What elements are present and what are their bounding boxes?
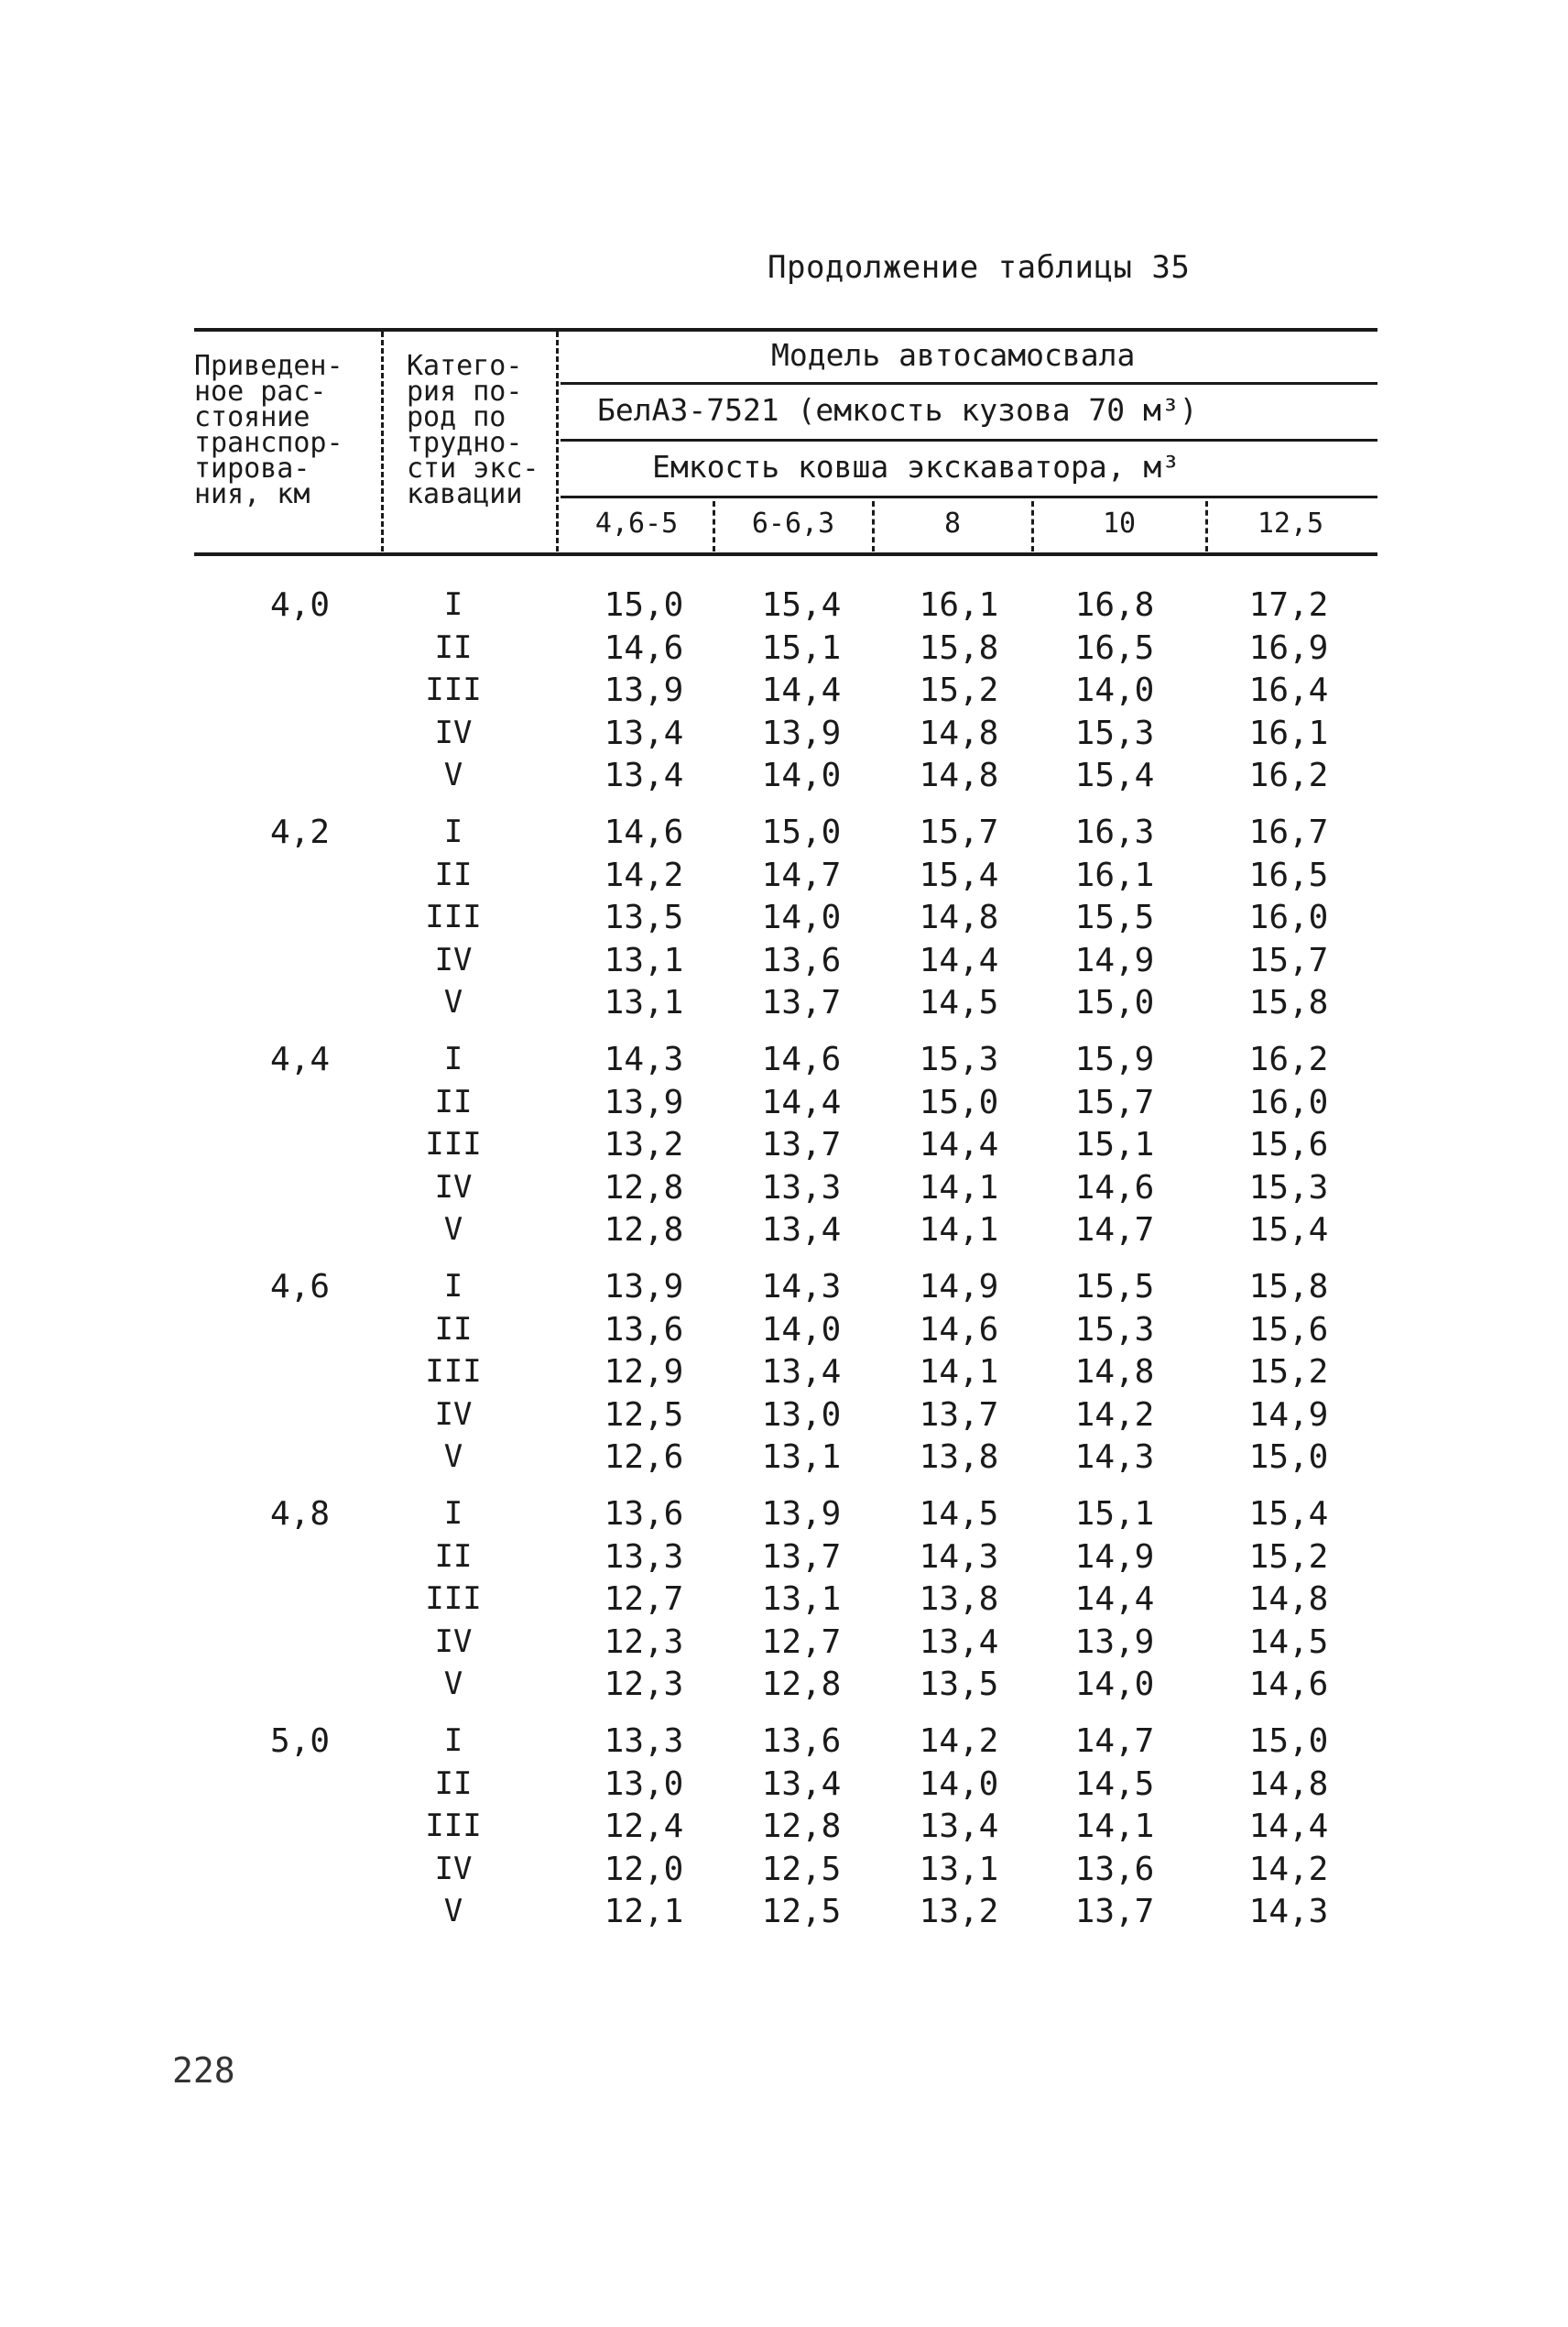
- bucket-divider-2: [872, 501, 875, 552]
- value-cell: 14,3: [761, 1268, 842, 1306]
- header-category-line: Катего-: [407, 350, 523, 382]
- value-cell: 14,8: [1248, 1580, 1329, 1618]
- table-row: [0, 1438, 1568, 1480]
- value-cell: 14,8: [919, 714, 999, 752]
- value-cell: 14,9: [1248, 1395, 1329, 1434]
- table-row: [0, 629, 1568, 672]
- value-cell: 15,0: [919, 1083, 999, 1121]
- category-cell: II: [434, 856, 473, 893]
- header-distance-line: стояние: [194, 401, 310, 433]
- value-cell: 15,7: [1074, 1083, 1155, 1121]
- value-cell: 12,8: [761, 1808, 842, 1845]
- header-category-line: кавации: [407, 478, 523, 510]
- value-cell: 13,6: [761, 941, 842, 979]
- value-cell: 12,5: [761, 1893, 842, 1930]
- value-cell: 14,1: [919, 1168, 999, 1207]
- value-cell: 12,8: [604, 1168, 684, 1207]
- bucket-divider-4: [1205, 501, 1208, 552]
- value-cell: 13,1: [919, 1850, 999, 1888]
- value-cell: 16,4: [1248, 672, 1329, 709]
- value-cell: 13,8: [919, 1438, 999, 1476]
- value-cell: 13,2: [919, 1893, 999, 1930]
- header-distance-line: ное рас-: [194, 376, 327, 408]
- value-cell: 14,6: [919, 1310, 999, 1349]
- table-row: [0, 1041, 1568, 1083]
- value-cell: 15,6: [1248, 1310, 1329, 1349]
- category-cell: III: [425, 899, 482, 935]
- table-row: [0, 1126, 1568, 1168]
- value-cell: 13,4: [604, 714, 684, 752]
- table-row: [0, 1268, 1568, 1310]
- value-cell: 13,9: [604, 672, 684, 709]
- bucket-size-label: 10: [1102, 508, 1137, 540]
- category-cell: III: [425, 1126, 482, 1163]
- value-cell: 12,8: [761, 1666, 842, 1703]
- category-cell: IV: [434, 1622, 473, 1660]
- table-row: [0, 1808, 1568, 1850]
- table-row: [0, 1666, 1568, 1708]
- category-cell: III: [425, 1580, 482, 1617]
- category-cell: IV: [434, 1168, 473, 1206]
- value-cell: 13,5: [919, 1666, 999, 1703]
- value-cell: 13,7: [761, 1126, 842, 1164]
- value-cell: 15,6: [1248, 1126, 1329, 1164]
- model-rule: [561, 382, 1377, 385]
- category-cell: II: [434, 1764, 473, 1802]
- category-cell: I: [443, 814, 463, 850]
- table-row: [0, 1722, 1568, 1764]
- category-cell: I: [443, 1268, 463, 1305]
- value-cell: 13,1: [761, 1580, 842, 1618]
- table-row: [0, 1211, 1568, 1253]
- value-cell: 14,5: [919, 984, 999, 1021]
- distance-value: 4,6: [269, 1268, 330, 1306]
- value-cell: 15,2: [919, 672, 999, 709]
- value-cell: 14,1: [919, 1353, 999, 1391]
- category-cell: III: [425, 1353, 482, 1390]
- table-row: [0, 1495, 1568, 1537]
- value-cell: 14,3: [919, 1537, 999, 1576]
- table-top-rule: [194, 328, 1377, 332]
- value-cell: 12,5: [761, 1850, 842, 1888]
- value-cell: 15,5: [1074, 1268, 1155, 1306]
- value-cell: 14,4: [761, 1083, 842, 1121]
- value-cell: 15,4: [919, 856, 999, 894]
- bucket-size-label: 12,5: [1257, 508, 1324, 540]
- value-cell: 13,4: [761, 1353, 842, 1391]
- value-cell: 14,3: [604, 1041, 684, 1078]
- value-cell: 17,2: [1248, 586, 1329, 624]
- distance-value: 4,0: [269, 586, 330, 624]
- category-cell: II: [434, 628, 473, 666]
- value-cell: 14,9: [1074, 941, 1155, 979]
- value-cell: 15,3: [1074, 1310, 1155, 1349]
- value-cell: 13,4: [919, 1622, 999, 1661]
- value-cell: 12,9: [604, 1353, 684, 1391]
- value-cell: 14,5: [1074, 1764, 1155, 1803]
- table-row: [0, 942, 1568, 984]
- category-cell: I: [443, 1041, 463, 1077]
- value-cell: 15,8: [919, 628, 999, 667]
- value-cell: 14,7: [1074, 1211, 1155, 1249]
- value-cell: 13,4: [604, 757, 684, 794]
- value-cell: 15,2: [1248, 1353, 1329, 1391]
- table-row: [0, 1396, 1568, 1438]
- category-cell: V: [443, 984, 463, 1021]
- value-cell: 14,9: [1074, 1537, 1155, 1576]
- value-cell: 15,1: [1074, 1495, 1155, 1533]
- category-cell: III: [425, 672, 482, 708]
- table-row: [0, 857, 1568, 899]
- value-cell: 15,8: [1248, 984, 1329, 1021]
- value-cell: 13,7: [1074, 1893, 1155, 1930]
- value-cell: 13,8: [919, 1580, 999, 1618]
- value-cell: 14,4: [919, 1126, 999, 1164]
- value-cell: 14,4: [761, 672, 842, 709]
- category-cell: V: [443, 1211, 463, 1248]
- value-cell: 14,1: [1074, 1808, 1155, 1845]
- value-cell: 14,0: [1074, 1666, 1155, 1703]
- value-cell: 13,9: [761, 1495, 842, 1533]
- value-cell: 13,3: [604, 1537, 684, 1576]
- distance-value: 4,2: [269, 814, 330, 851]
- value-cell: 14,9: [919, 1268, 999, 1306]
- value-cell: 16,1: [919, 586, 999, 624]
- truck-rule: [561, 439, 1377, 442]
- value-cell: 16,8: [1074, 586, 1155, 624]
- value-cell: 12,1: [604, 1893, 684, 1930]
- value-cell: 15,3: [1074, 714, 1155, 752]
- value-cell: 14,8: [1248, 1764, 1329, 1803]
- value-cell: 13,9: [1074, 1622, 1155, 1661]
- header-category: [407, 350, 539, 510]
- value-cell: 13,5: [604, 899, 684, 936]
- value-cell: 12,7: [761, 1622, 842, 1661]
- value-cell: 15,9: [1074, 1041, 1155, 1078]
- category-cell: II: [434, 1083, 473, 1120]
- value-cell: 15,4: [1248, 1211, 1329, 1249]
- value-cell: 15,0: [1248, 1438, 1329, 1476]
- category-cell: I: [443, 586, 463, 623]
- value-cell: 16,5: [1248, 856, 1329, 894]
- value-cell: 14,2: [1248, 1850, 1329, 1888]
- value-cell: 14,0: [761, 757, 842, 794]
- distance-value: 5,0: [269, 1722, 330, 1760]
- table-row: [0, 1311, 1568, 1353]
- bucket-size-label: 4,6-5: [594, 508, 679, 540]
- table-row: [0, 1623, 1568, 1666]
- value-cell: 14,8: [919, 899, 999, 936]
- table-row: [0, 1353, 1568, 1395]
- value-cell: 14,8: [1074, 1353, 1155, 1391]
- header-distance: [194, 350, 343, 510]
- table-row: [0, 672, 1568, 714]
- value-cell: 16,2: [1248, 1041, 1329, 1078]
- value-cell: 13,6: [604, 1310, 684, 1349]
- category-cell: II: [434, 1537, 473, 1575]
- value-cell: 14,0: [919, 1764, 999, 1803]
- table-row: [0, 1580, 1568, 1622]
- category-cell: IV: [434, 1395, 473, 1433]
- value-cell: 14,0: [761, 1310, 842, 1349]
- bucket-divider-1: [713, 501, 715, 552]
- table-row: [0, 1765, 1568, 1808]
- col-divider-1: [381, 332, 384, 552]
- value-cell: 14,8: [919, 757, 999, 794]
- distance-value: 4,8: [269, 1495, 330, 1533]
- value-cell: 16,2: [1248, 757, 1329, 794]
- header-distance-line: транспор-: [194, 427, 343, 459]
- value-cell: 14,3: [1248, 1893, 1329, 1930]
- bucket-divider-3: [1031, 501, 1034, 552]
- value-cell: 13,1: [604, 941, 684, 979]
- category-cell: IV: [434, 714, 473, 751]
- value-cell: 15,7: [919, 814, 999, 851]
- header-distance-line: Приведен-: [194, 350, 343, 382]
- category-cell: IV: [434, 1850, 473, 1887]
- value-cell: 16,7: [1248, 814, 1329, 851]
- table-row: [0, 984, 1568, 1026]
- table-row: [0, 1084, 1568, 1126]
- category-cell: IV: [434, 941, 473, 978]
- header-category-line: трудно-: [407, 427, 523, 459]
- value-cell: 16,0: [1248, 1083, 1329, 1121]
- table-row: [0, 899, 1568, 941]
- value-cell: 13,4: [919, 1808, 999, 1845]
- category-cell: III: [425, 1808, 482, 1844]
- value-cell: 14,6: [604, 814, 684, 851]
- category-cell: I: [443, 1495, 463, 1532]
- value-cell: 13,4: [761, 1211, 842, 1249]
- value-cell: 12,8: [604, 1211, 684, 1249]
- value-cell: 14,4: [1074, 1580, 1155, 1618]
- header-truck-model: БелАЗ-7521 (емкость кузова 70 м³): [597, 392, 1198, 428]
- header-bucket-title: Емкость ковша экскаватора, м³: [652, 449, 1181, 485]
- value-cell: 13,9: [761, 714, 842, 752]
- category-cell: V: [443, 1666, 463, 1702]
- value-cell: 15,1: [761, 628, 842, 667]
- value-cell: 12,3: [604, 1622, 684, 1661]
- value-cell: 13,3: [761, 1168, 842, 1207]
- header-bottom-rule: [194, 552, 1377, 556]
- value-cell: 16,5: [1074, 628, 1155, 667]
- value-cell: 15,0: [1074, 984, 1155, 1021]
- value-cell: 16,1: [1074, 856, 1155, 894]
- col-divider-2: [556, 332, 559, 552]
- table-row: [0, 715, 1568, 757]
- value-cell: 14,0: [761, 899, 842, 936]
- header-category-line: рия по-: [407, 376, 523, 408]
- value-cell: 15,7: [1248, 941, 1329, 979]
- value-cell: 15,2: [1248, 1537, 1329, 1576]
- value-cell: 14,5: [1248, 1622, 1329, 1661]
- value-cell: 15,3: [1248, 1168, 1329, 1207]
- page-number: 228: [172, 2050, 235, 2091]
- value-cell: 15,4: [1248, 1495, 1329, 1533]
- category-cell: II: [434, 1310, 473, 1348]
- value-cell: 12,3: [604, 1666, 684, 1703]
- value-cell: 13,4: [761, 1764, 842, 1803]
- value-cell: 13,7: [919, 1395, 999, 1434]
- value-cell: 12,5: [604, 1395, 684, 1434]
- value-cell: 14,6: [1248, 1666, 1329, 1703]
- value-cell: 13,0: [761, 1395, 842, 1434]
- value-cell: 14,2: [919, 1722, 999, 1760]
- table-row: [0, 1851, 1568, 1893]
- value-cell: 13,7: [761, 984, 842, 1021]
- value-cell: 14,0: [1074, 672, 1155, 709]
- value-cell: 12,4: [604, 1808, 684, 1845]
- bucket-size-label: 8: [943, 508, 962, 540]
- table-row: [0, 757, 1568, 799]
- category-cell: V: [443, 1438, 463, 1475]
- value-cell: 15,3: [919, 1041, 999, 1078]
- value-cell: 13,9: [604, 1083, 684, 1121]
- header-distance-line: тирова-: [194, 453, 310, 485]
- value-cell: 15,0: [761, 814, 842, 851]
- value-cell: 12,0: [604, 1850, 684, 1888]
- value-cell: 15,0: [1248, 1722, 1329, 1760]
- value-cell: 15,4: [1074, 757, 1155, 794]
- value-cell: 14,1: [919, 1211, 999, 1249]
- value-cell: 16,1: [1248, 714, 1329, 752]
- value-cell: 13,3: [604, 1722, 684, 1760]
- value-cell: 15,1: [1074, 1126, 1155, 1164]
- value-cell: 13,2: [604, 1126, 684, 1164]
- header-model-title: Модель автосамосвала: [771, 337, 1136, 373]
- value-cell: 14,6: [761, 1041, 842, 1078]
- value-cell: 13,7: [761, 1537, 842, 1576]
- bucket-size-label: 6-6,3: [751, 508, 835, 540]
- table-row: [0, 814, 1568, 856]
- value-cell: 15,8: [1248, 1268, 1329, 1306]
- distance-value: 4,4: [269, 1041, 330, 1078]
- value-cell: 14,2: [1074, 1395, 1155, 1434]
- header-category-line: сти экс-: [407, 453, 539, 485]
- value-cell: 14,6: [604, 628, 684, 667]
- value-cell: 15,4: [761, 586, 842, 624]
- header-category-line: род по: [407, 401, 506, 433]
- category-cell: V: [443, 757, 463, 793]
- value-cell: 13,1: [761, 1438, 842, 1476]
- table-row: [0, 1538, 1568, 1580]
- table-row: [0, 586, 1568, 628]
- table-caption: Продолжение таблицы 35: [768, 249, 1191, 286]
- value-cell: 13,9: [604, 1268, 684, 1306]
- value-cell: 14,7: [1074, 1722, 1155, 1760]
- value-cell: 14,7: [761, 856, 842, 894]
- table-row: [0, 1169, 1568, 1211]
- value-cell: 13,6: [604, 1495, 684, 1533]
- value-cell: 16,3: [1074, 814, 1155, 851]
- category-cell: I: [443, 1722, 463, 1759]
- value-cell: 14,6: [1074, 1168, 1155, 1207]
- value-cell: 14,4: [919, 941, 999, 979]
- value-cell: 13,6: [1074, 1850, 1155, 1888]
- value-cell: 16,9: [1248, 628, 1329, 667]
- header-distance-line: ния, км: [194, 478, 310, 510]
- value-cell: 13,6: [761, 1722, 842, 1760]
- value-cell: 12,7: [604, 1580, 684, 1618]
- table-row: [0, 1893, 1568, 1935]
- value-cell: 14,2: [604, 856, 684, 894]
- value-cell: 14,4: [1248, 1808, 1329, 1845]
- value-cell: 13,1: [604, 984, 684, 1021]
- value-cell: 15,0: [604, 586, 684, 624]
- category-cell: V: [443, 1893, 463, 1929]
- value-cell: 13,0: [604, 1764, 684, 1803]
- bucket-rule: [561, 496, 1377, 498]
- value-cell: 16,0: [1248, 899, 1329, 936]
- value-cell: 15,5: [1074, 899, 1155, 936]
- value-cell: 12,6: [604, 1438, 684, 1476]
- value-cell: 14,5: [919, 1495, 999, 1533]
- value-cell: 14,3: [1074, 1438, 1155, 1476]
